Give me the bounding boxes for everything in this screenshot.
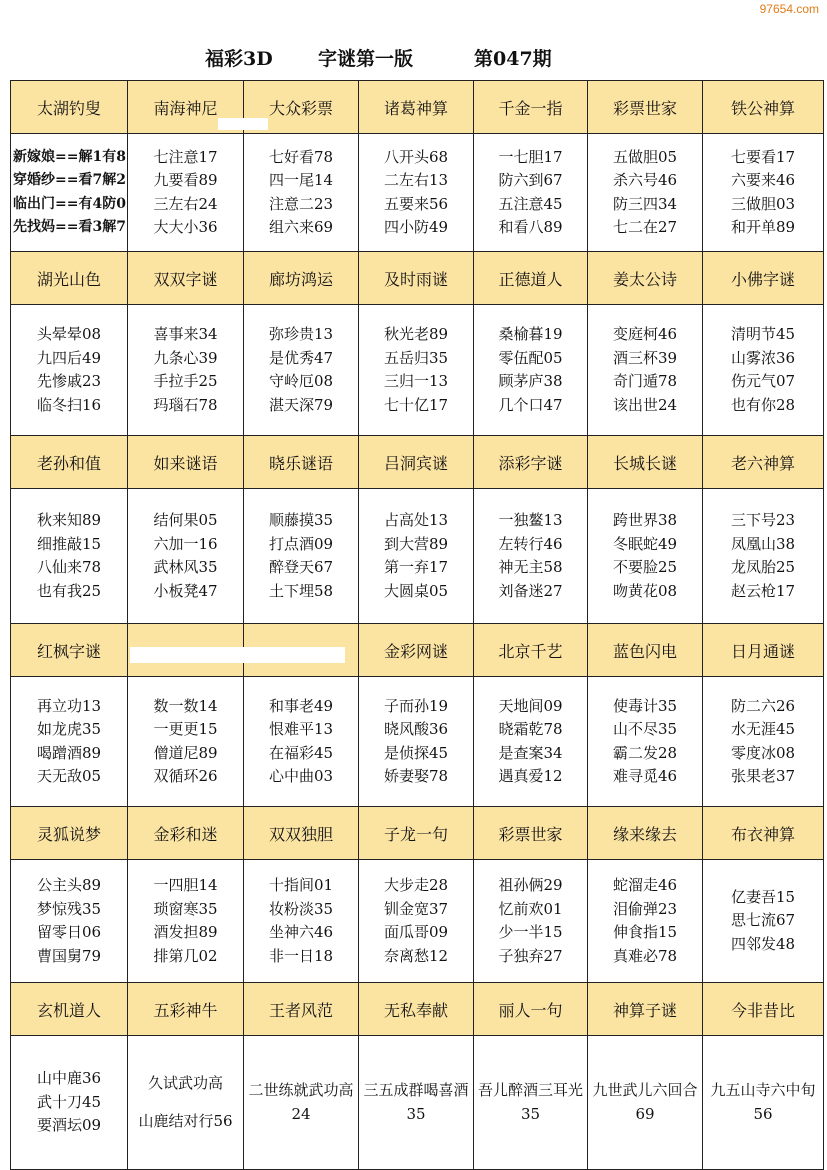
- answer-line: 冬眠蛇49: [612, 534, 678, 553]
- answer-cell: [359, 134, 474, 252]
- answer-line: 杀六号46: [612, 171, 678, 189]
- column-header: 日月通谜: [703, 624, 824, 677]
- answer-cell: [359, 1036, 474, 1170]
- answer-row: [11, 677, 824, 807]
- answer-cell: [244, 489, 359, 624]
- answer-row: [11, 134, 824, 252]
- answer-line: 五做胆05: [612, 147, 678, 166]
- answer-line: 思七流67: [730, 911, 796, 930]
- answer-cell: [244, 134, 359, 252]
- column-header: 神算子谜: [588, 983, 703, 1036]
- answer-line: 真难必78: [612, 946, 678, 965]
- answer-line: 张果老37: [730, 767, 796, 785]
- answer-line: 再立功13: [36, 696, 102, 715]
- site-watermark: 97654.com: [759, 2, 819, 16]
- answer-line: 坐神六46: [268, 923, 334, 941]
- answer-line: 临冬扫16: [36, 395, 102, 414]
- answer-line: 大圆桌05: [383, 581, 449, 600]
- answer-line: 久试武功高: [147, 1074, 223, 1092]
- answer-line: 七十亿17: [383, 395, 449, 414]
- column-header: 吕洞宾谜: [359, 436, 474, 489]
- answer-line: 天无敌05: [36, 767, 102, 785]
- answer-cell: [703, 305, 824, 436]
- answer-line: 数一数14: [153, 696, 218, 715]
- answer-line: 水无涯45: [730, 720, 796, 738]
- column-header: 红枫字谜: [11, 624, 128, 677]
- answer-line: 先找妈==看3解7: [13, 219, 126, 235]
- erasure-mark: [130, 647, 345, 663]
- answer-line: 子独弃27: [498, 946, 563, 965]
- answer-line: 也有你28: [730, 395, 796, 414]
- answer-line: 结何果05: [153, 511, 218, 529]
- answer-line: 七要看17: [730, 147, 796, 166]
- answer-line: 到大营89: [383, 534, 449, 553]
- column-header: 太湖钓叟: [11, 81, 128, 134]
- column-header: 如来谜语: [128, 436, 244, 489]
- column-header: 长城长谜: [588, 436, 703, 489]
- answer-cell: [703, 489, 824, 624]
- answer-line: 注意二23: [268, 194, 334, 213]
- answer-line: 霸二发28: [612, 743, 678, 762]
- answer-line: 土下埋58: [268, 581, 334, 600]
- answer-line: 变庭柯46: [612, 325, 678, 343]
- answer-line: 四小防49: [383, 218, 449, 236]
- answer-cell: [11, 305, 128, 436]
- answer-line: 凤凰山38: [730, 534, 796, 553]
- answer-line: 零伍配05: [498, 348, 563, 367]
- answer-cell: [703, 1036, 824, 1170]
- answer-line: 奇门遁78: [612, 372, 678, 390]
- answer-line: 晓霜乾78: [498, 720, 563, 738]
- answer-line: 不要脸25: [612, 558, 678, 576]
- answer-line: 三五成群喝喜酒35: [363, 1081, 469, 1123]
- answer-line: 桑榆暮19: [498, 325, 563, 343]
- answer-row: [11, 305, 824, 436]
- answer-cell: [244, 305, 359, 436]
- title-issue: 第047期: [474, 48, 552, 70]
- answer-line: 第一弃17: [383, 558, 449, 576]
- answer-line: 顾茅庐38: [498, 372, 563, 390]
- answer-line: 和事老49: [268, 696, 334, 715]
- answer-cell: [128, 489, 244, 624]
- answer-line: 也有我25: [36, 581, 102, 600]
- answer-cell: [474, 489, 588, 624]
- answer-line: 十指间01: [268, 876, 334, 894]
- answer-line: 伤元气07: [730, 372, 796, 390]
- answer-cell: [474, 860, 588, 983]
- answer-line: 头晕晕08: [36, 325, 102, 343]
- answer-cell: [128, 305, 244, 436]
- answer-line: 非一日18: [268, 946, 334, 965]
- answer-line: 一四胆14: [153, 876, 218, 894]
- answer-line: 三归一13: [383, 372, 449, 390]
- answer-line: 七二在27: [612, 218, 678, 236]
- riddle-table: [10, 80, 824, 1170]
- answer-line: 新嫁娘==解1有8: [13, 148, 126, 165]
- answer-line: 酒发担89: [153, 923, 218, 941]
- answer-line: 五要来56: [383, 194, 449, 213]
- answer-line: 临出门==有4防0: [13, 195, 126, 212]
- answer-line: 晓风酸36: [383, 720, 449, 738]
- column-header: 铁公神算: [703, 81, 824, 134]
- answer-cell: [474, 1036, 588, 1170]
- answer-line: 细推敲15: [36, 534, 102, 553]
- column-header: 玄机道人: [11, 983, 128, 1036]
- answer-line: 清明节45: [730, 325, 796, 343]
- column-header: 老六神算: [703, 436, 824, 489]
- answer-line: 在福彩45: [268, 743, 334, 762]
- answer-line: 该出世24: [612, 395, 678, 414]
- answer-cell: [588, 305, 703, 436]
- header-row: [11, 436, 824, 489]
- answer-line: 喝蹭酒89: [36, 743, 102, 762]
- answer-line: 神无主58: [498, 558, 563, 576]
- answer-line: 七注意17: [153, 147, 218, 166]
- column-header: 北京千艺: [474, 624, 588, 677]
- column-header: 及时雨谜: [359, 252, 474, 305]
- column-header: 金彩和迷: [128, 807, 244, 860]
- answer-line: 组六来69: [268, 218, 334, 236]
- answer-line: 一独鳌13: [498, 511, 563, 529]
- answer-line: 八开头68: [383, 147, 449, 166]
- answer-line: 恨难平13: [268, 720, 334, 738]
- answer-row: [11, 489, 824, 624]
- answer-line: 泪偷弹23: [612, 899, 678, 918]
- answer-cell: [128, 1036, 244, 1170]
- answer-line: 面瓜哥09: [383, 923, 449, 941]
- answer-line: 四一尾14: [268, 171, 334, 189]
- column-header: 湖光山色: [11, 252, 128, 305]
- column-header: 南海神尼: [128, 81, 244, 134]
- answer-line: 使毒计35: [612, 696, 678, 715]
- column-header: 正德道人: [474, 252, 588, 305]
- answer-line: 武林风35: [153, 558, 218, 576]
- answer-line: 六加一16: [153, 534, 218, 553]
- answer-line: 是侦探45: [383, 743, 449, 762]
- answer-line: 七好看78: [268, 147, 334, 166]
- column-header: 彩票世家: [474, 807, 588, 860]
- answer-line: 梦惊残35: [36, 899, 102, 918]
- column-header: 布衣神算: [703, 807, 824, 860]
- answer-cell: [359, 677, 474, 807]
- column-header: 无私奉献: [359, 983, 474, 1036]
- answer-line: 是查案34: [498, 743, 563, 762]
- answer-row: [11, 860, 824, 983]
- answer-line: 遇真爱12: [498, 767, 563, 785]
- answer-line: 玛瑙石78: [153, 395, 218, 414]
- page-title: [0, 44, 827, 74]
- answer-line: 占高处13: [383, 511, 449, 529]
- answer-cell: [588, 134, 703, 252]
- answer-line: 防六到67: [498, 171, 563, 189]
- answer-line: 奈离愁12: [383, 946, 449, 965]
- answer-line: 心中曲03: [268, 767, 334, 785]
- column-header: 廊坊鸿运: [244, 252, 359, 305]
- answer-cell: [474, 134, 588, 252]
- answer-line: 留零日06: [36, 923, 102, 941]
- answer-cell: [11, 1036, 128, 1170]
- answer-line: 如龙虎35: [36, 720, 102, 738]
- column-header: 双双字谜: [128, 252, 244, 305]
- answer-line: 酒三杯39: [612, 348, 678, 367]
- answer-line: 醉登天67: [268, 558, 334, 576]
- title-lottery: 福彩3D: [205, 48, 273, 70]
- column-header: 灵狐说梦: [11, 807, 128, 860]
- answer-line: 防二六26: [730, 696, 796, 715]
- answer-line: 要酒坛09: [36, 1116, 102, 1135]
- answer-line: 公主头89: [36, 876, 102, 894]
- answer-cell: [244, 677, 359, 807]
- answer-line: 大步走28: [383, 876, 449, 894]
- answer-line: 排第几02: [153, 946, 218, 965]
- answer-line: 刘备迷27: [498, 581, 563, 600]
- answer-cell: [588, 677, 703, 807]
- answer-line: 手拉手25: [153, 372, 218, 390]
- answer-cell: [474, 677, 588, 807]
- answer-line: 守岭厄08: [268, 372, 334, 390]
- answer-line: 妆粉淡35: [268, 899, 334, 918]
- answer-cell: [474, 305, 588, 436]
- answer-line: 曹国舅79: [36, 946, 102, 965]
- answer-line: 子而孙19: [383, 696, 449, 715]
- answer-line: 是优秀47: [268, 348, 334, 367]
- answer-line: 八仙来78: [36, 558, 102, 576]
- answer-cell: [359, 860, 474, 983]
- answer-line: 天地间09: [498, 696, 563, 715]
- answer-line: 穿婚纱==看7解2: [13, 172, 126, 188]
- answer-cell: [11, 677, 128, 807]
- answer-line: 弥珍贵13: [268, 325, 334, 343]
- answer-line: 四邻发48: [730, 934, 796, 953]
- answer-line: 吻黄花08: [612, 581, 678, 600]
- answer-line: 三做胆03: [730, 194, 796, 213]
- column-header: 金彩网谜: [359, 624, 474, 677]
- column-header: 双双独胆: [244, 807, 359, 860]
- answer-line: 山鹿结对行56: [138, 1111, 233, 1130]
- answer-line: 琐窗寒35: [153, 899, 218, 918]
- answer-line: 蛇溜走46: [612, 876, 678, 894]
- answer-row: [11, 1036, 824, 1170]
- answer-cell: [588, 1036, 703, 1170]
- answer-line: 僧道尼89: [153, 743, 218, 762]
- answer-line: 九四后49: [36, 348, 102, 367]
- answer-cell: [244, 1036, 359, 1170]
- answer-line: 秋光老89: [383, 325, 449, 343]
- answer-line: 九要看89: [153, 171, 218, 189]
- answer-cell: [703, 860, 824, 983]
- column-header: 老孙和值: [11, 436, 128, 489]
- answer-line: 祖孙俩29: [498, 876, 563, 894]
- answer-cell: [11, 134, 128, 252]
- header-row: [11, 252, 824, 305]
- column-header: 添彩字谜: [474, 436, 588, 489]
- answer-cell: [11, 860, 128, 983]
- answer-line: 顺藤摸35: [268, 511, 334, 529]
- column-header: 千金一指: [474, 81, 588, 134]
- answer-line: 伸食指15: [612, 923, 678, 941]
- answer-line: 三左右24: [153, 194, 218, 213]
- answer-line: 零度冰08: [730, 743, 796, 762]
- answer-line: 武十刀45: [36, 1092, 102, 1111]
- answer-cell: [588, 860, 703, 983]
- column-header: 五彩神牛: [128, 983, 244, 1036]
- answer-line: 左转行46: [498, 534, 563, 553]
- answer-line: 九五山寺六中旬56: [710, 1081, 816, 1123]
- answer-line: 跨世界38: [612, 511, 678, 529]
- answer-line: 小板凳47: [153, 581, 218, 600]
- answer-line: 秋来知89: [36, 511, 102, 529]
- column-header: 诸葛神算: [359, 81, 474, 134]
- column-header: 今非昔比: [703, 983, 824, 1036]
- answer-cell: [244, 860, 359, 983]
- answer-cell: [128, 134, 244, 252]
- answer-line: 一七胆17: [498, 147, 563, 166]
- erasure-mark: [218, 118, 268, 130]
- column-header: 丽人一句: [474, 983, 588, 1036]
- answer-cell: [128, 677, 244, 807]
- answer-line: 二世练就武功高24: [248, 1081, 354, 1123]
- header-row: [11, 983, 824, 1036]
- answer-cell: [128, 860, 244, 983]
- answer-line: 湛天深79: [268, 395, 334, 414]
- answer-line: 忆前欢01: [498, 899, 563, 918]
- answer-line: 难寻觅46: [612, 767, 678, 785]
- answer-line: 双循环26: [153, 767, 218, 785]
- answer-line: 先惨戚23: [36, 372, 102, 390]
- answer-line: 和看八89: [498, 218, 563, 236]
- answer-line: 山不尽35: [612, 720, 678, 738]
- answer-cell: [11, 489, 128, 624]
- answer-line: 一更更15: [153, 720, 218, 738]
- answer-line: 吾儿醉酒三耳光35: [477, 1081, 583, 1123]
- answer-line: 赵云枪17: [730, 581, 796, 600]
- answer-line: [128, 1096, 243, 1110]
- column-header: 王者风范: [244, 983, 359, 1036]
- answer-line: 三下号23: [730, 511, 796, 529]
- answer-line: 少一半15: [498, 923, 563, 941]
- column-header: 大众彩票: [244, 81, 359, 134]
- answer-line: 几个口47: [498, 395, 563, 414]
- answer-line: 大大小36: [153, 218, 218, 236]
- answer-line: 娇妻娶78: [383, 767, 449, 785]
- column-header: 缘来缘去: [588, 807, 703, 860]
- column-header: 晓乐谜语: [244, 436, 359, 489]
- answer-line: 和开单89: [730, 218, 796, 236]
- answer-cell: [359, 489, 474, 624]
- answer-line: 喜事来34: [153, 325, 218, 343]
- answer-cell: [703, 677, 824, 807]
- answer-line: 亿妻吾15: [730, 887, 796, 906]
- answer-line: 龙凤胎25: [730, 558, 796, 576]
- header-row: [11, 807, 824, 860]
- answer-line: 钏金宽37: [383, 899, 449, 918]
- answer-cell: [359, 305, 474, 436]
- answer-line: 山中鹿36: [36, 1069, 102, 1088]
- answer-line: 六要来46: [730, 171, 796, 189]
- answer-line: 五注意45: [498, 194, 563, 213]
- title-edition: 字谜第一版: [318, 48, 414, 70]
- column-header: 子龙一句: [359, 807, 474, 860]
- answer-line: 九条心39: [153, 348, 218, 367]
- answer-cell: [588, 489, 703, 624]
- column-header: 蓝色闪电: [588, 624, 703, 677]
- column-header: 小佛字谜: [703, 252, 824, 305]
- header-row: [11, 81, 824, 134]
- answer-line: 二左右13: [383, 171, 449, 189]
- answer-line: 防三四34: [612, 194, 678, 213]
- answer-line: 五岳归35: [383, 348, 449, 367]
- answer-line: 打点酒09: [268, 534, 334, 553]
- answer-cell: [703, 134, 824, 252]
- answer-line: 山雾浓36: [730, 348, 796, 367]
- column-header: 彩票世家: [588, 81, 703, 134]
- column-header: 姜太公诗: [588, 252, 703, 305]
- answer-line: 九世武儿六回合69: [592, 1081, 698, 1123]
